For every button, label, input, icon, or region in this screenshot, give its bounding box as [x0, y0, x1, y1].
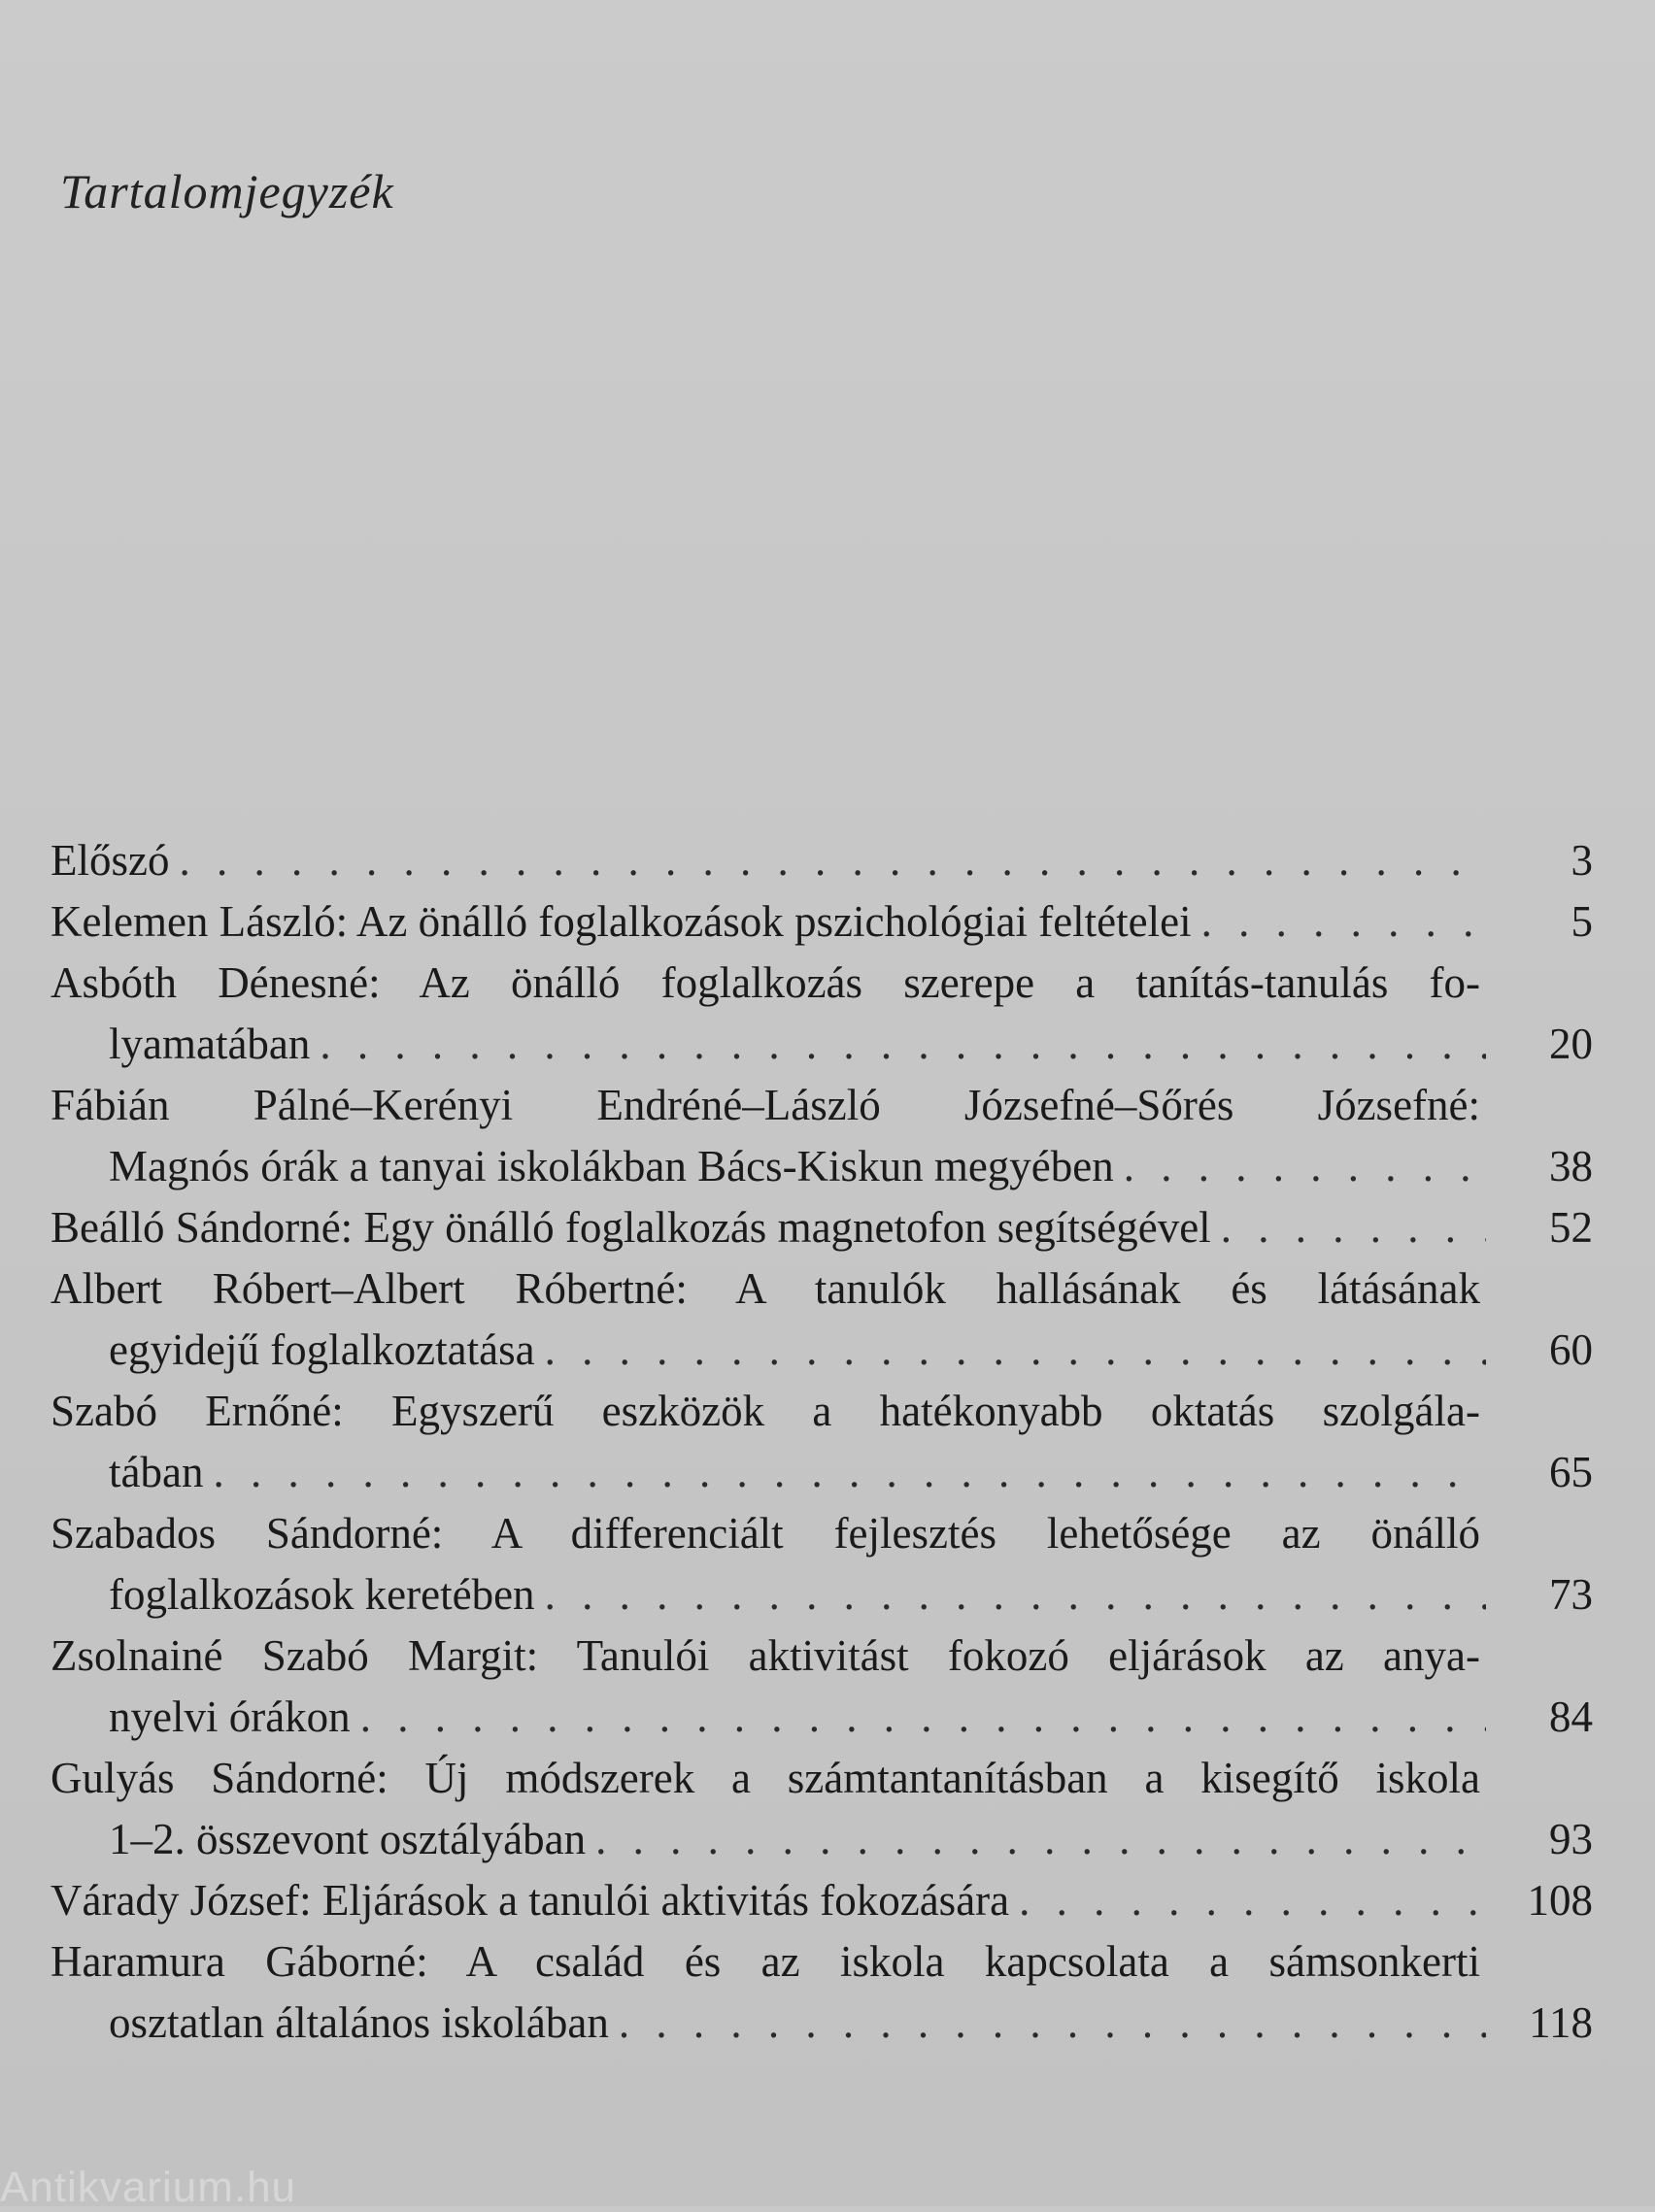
page-number: 84	[1549, 1693, 1593, 1741]
page-number: 65	[1549, 1448, 1593, 1496]
page-number: 93	[1549, 1815, 1593, 1863]
toc-entry	[51, 891, 1593, 953]
page-number: 108	[1527, 1876, 1593, 1925]
toc-entry	[51, 1503, 1593, 1625]
toc-entry	[51, 1870, 1593, 1931]
entry-title: Haramura Gáborné: A család és az iskola kapcsolata a sámsonkerti	[51, 1937, 1480, 1986]
page-number: 20	[1549, 1020, 1593, 1068]
entry-title: Fábián Pálné–Kerényi Endréné–László Józsefné–Sőrés Józsefné:	[51, 1081, 1480, 1129]
dot-leader	[320, 1014, 1486, 1075]
toc-entry	[51, 1931, 1593, 2054]
entry-title: Előszó	[51, 836, 170, 885]
entry-title: Kelemen László: Az önálló foglalkozások pszichológiai feltételei	[51, 897, 1192, 946]
toc-entry	[51, 1197, 1593, 1258]
page-title: Tartalomjegyzék	[60, 164, 394, 218]
dot-leader	[545, 1564, 1486, 1625]
entry-title-continued: egyidejű foglalkoztatása	[109, 1325, 535, 1374]
page-number: 52	[1549, 1203, 1593, 1252]
toc-entry	[51, 1381, 1593, 1503]
page-number: 5	[1571, 897, 1593, 946]
entry-title-continued: lyamatában	[109, 1020, 311, 1068]
entry-title: Szabó Ernőné: Egyszerű eszközök a hatékonyabb oktatás szolgála-	[51, 1387, 1480, 1435]
entry-title: Asbóth Dénesné: Az önálló foglalkozás szerepe a tanítás-tanulás fo-	[51, 958, 1480, 1007]
entry-title-continued: foglalkozások keretében	[109, 1570, 535, 1619]
toc-entry	[51, 1075, 1593, 1197]
page-number: 118	[1529, 1998, 1593, 2047]
entry-title-continued: nyelvi órákon	[109, 1693, 351, 1741]
toc-entry	[51, 1258, 1593, 1381]
entry-title-continued: Magnós órák a tanyai iskolákban Bács-Kiskun megyében	[109, 1142, 1114, 1190]
page-number: 3	[1571, 836, 1593, 885]
entry-title-continued: osztatlan általános iskolában	[109, 1998, 609, 2047]
entry-title: Szabados Sándorné: A differenciált fejlesztés lehetősége az önálló	[51, 1509, 1480, 1558]
page-number: 60	[1549, 1325, 1593, 1374]
toc-entry	[51, 830, 1593, 891]
dot-leader	[1201, 891, 1486, 953]
toc-entry	[51, 1625, 1593, 1748]
entry-title: Albert Róbert–Albert Róbertné: A tanulók hallásának és látásának	[51, 1264, 1480, 1313]
toc-entry	[51, 953, 1593, 1075]
dot-leader	[360, 1687, 1486, 1748]
entry-title: Zsolnainé Szabó Margit: Tanulói aktivitást fokozó eljárások az anya-	[51, 1631, 1480, 1680]
page-number: 73	[1549, 1570, 1593, 1619]
dot-leader	[545, 1320, 1486, 1381]
watermark: Antikvarium.hu	[0, 2163, 297, 2211]
dot-leader	[1019, 1870, 1486, 1931]
entry-title: Várady József: Eljárások a tanulói aktivitás fokozására	[51, 1876, 1010, 1925]
dot-leader	[619, 1993, 1486, 2054]
dot-leader	[179, 830, 1486, 891]
dot-leader	[595, 1809, 1486, 1870]
entry-title-continued: tában	[109, 1448, 204, 1496]
table-of-contents	[51, 830, 1593, 2054]
dot-leader	[213, 1442, 1486, 1503]
entry-title: Gulyás Sándorné: Új módszerek a számtantanításban a kisegítő iskola	[51, 1754, 1480, 1802]
dot-leader	[1124, 1136, 1486, 1197]
toc-entry	[51, 1748, 1593, 1870]
entry-title-continued: 1–2. összevont osztályában	[109, 1815, 587, 1863]
dot-leader	[1221, 1197, 1486, 1258]
entry-title: Beálló Sándorné: Egy önálló foglalkozás magnetofon segítségével	[51, 1203, 1211, 1252]
page-number: 38	[1549, 1142, 1593, 1190]
